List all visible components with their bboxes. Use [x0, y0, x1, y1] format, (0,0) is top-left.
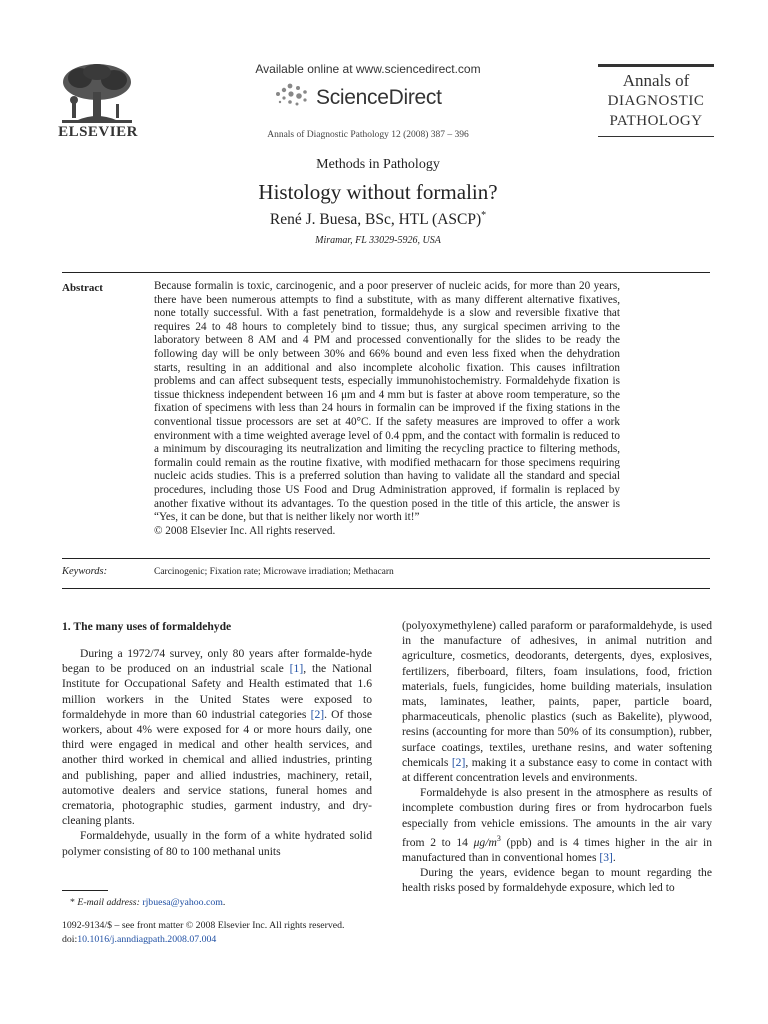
paragraph: During the years, evidence began to mount regarding the health risks posed by formaldehyde exposure, which led to [402, 866, 712, 895]
journal-name-line1: Annals of [622, 71, 690, 90]
paragraph [402, 785, 712, 865]
paragraph [62, 646, 372, 828]
section-heading: 1. The many uses of formaldehyde [62, 620, 232, 633]
footnote-divider [62, 890, 108, 891]
abstract-copyright: © 2008 Elsevier Inc. All rights reserved. [154, 524, 336, 537]
footnote-label: E-mail address: [77, 897, 140, 908]
abstract-label: Abstract [62, 282, 103, 294]
unit: μg/m [473, 835, 497, 849]
article-section: Methods in Pathology [316, 157, 440, 172]
journal-name-line2: DIAGNOSTIC [607, 93, 705, 109]
reference-link[interactable]: [3] [599, 850, 613, 864]
email-link[interactable]: rjbuesa@yahoo.com [142, 897, 223, 908]
reference-link[interactable]: [1] [289, 662, 304, 676]
abstract-body [154, 280, 620, 538]
text-run: , making it a substance easy to come in contact with at different concentration levels and environments. [402, 755, 712, 785]
text-run: . [222, 897, 226, 908]
article-author [150, 210, 606, 229]
reference-link[interactable]: [2] [310, 707, 325, 721]
footnote-mark: * [70, 897, 75, 908]
body-column-left [62, 646, 372, 859]
divider [62, 558, 710, 559]
sciencedirect-logo-text[interactable]: ScienceDirect [316, 86, 442, 109]
superscript: 3 [496, 833, 501, 843]
text-run: Formaldehyde is also present in the atmosphere as results of incomplete combustion during fires or from hydrocarbon fuels especially from vehicle emissions. The amounts in the air vary from 2 to 14 [402, 786, 712, 849]
divider [62, 272, 710, 273]
text-run: (ppb) and is 4 times higher in the air in manufactured than in conventional homes [402, 835, 713, 864]
journal-citation: Annals of Diagnostic Pathology 12 (2008) 387 – 396 [267, 130, 469, 140]
text-run: (polyoxymethylene) called paraform or paraformaldehyde, is used in the manufacture of adhesives, in animal nutrition and agriculture, cosmetics, deodorants, detergents, dyes, explosives, fertilizers, fiberboard, filters, foam insulations, food, friction materials, fuels, fungicides, home building materials, insulation mats, laminates, leather, paints, paper, particle board, pharmaceuticals, phenolic plastics (such as Bakelite), plywood, resins (accounting for more than 50% of its consumption), rubber, surface coatings, textiles, urethane resins, and water softening chemicals [402, 619, 712, 769]
author-name: René J. Buesa, BSc, HTL (ASCP) [269, 211, 482, 229]
available-online-text[interactable]: Available online at www.sciencedirect.com [255, 62, 481, 76]
elsevier-tree-logo [58, 62, 136, 126]
text-run: . Of those workers, about 4% were exposed for 4 or more hours daily, one third were engaged in medical and other health services, and another third worked in chemical and allied industries, printing and publishing, paper and allied industries, machinery, retail, automotive dealers and service stations, funeral homes and crematoria, photographic studies, garment industry, and dry-cleaning plants. [62, 707, 373, 828]
journal-name-line3: PATHOLOGY [609, 113, 703, 129]
doi-line [62, 934, 216, 945]
paragraph [402, 618, 712, 785]
abstract-text: Because formalin is toxic, carcinogenic, and a poor preserver of nucleic acids, for more than 20 years, there have been numerous attempts to find a substitute, with as many different alternative fixatives, none totally successful. With a fast penetration, formaldehyde is a slow and reversible fixative that requires 24 to 48 hours to completely bind to tissue; thus, any surgical specimen arriving to the laboratory between 8 AM and 4 PM and processed conventionally for the slides to be ready the following day will be only between 30% and 66% bound and even less fixed when the dehydration starts, resulting in an additional and also incomplete alcoholic fixation. This causes infiltration problems and can affect subsequent tests, especially immunohistochemistry. Formaldehyde fixation is tissue thickness independent between 16 μm and 4 mm but is faster at above room temperature, so the fixation of specimens with less than 24 hours in formalin can be improved if the fixing stations in the conventional tissue processors are set at 40°C. If the safety measures are improved to offer a work environment with a time weighted average level of 0.4 ppm, and the contact with formalin is reduced to a minimum by discouraging its neutralization and limiting the recycling practice to filtering methods, formalin could remain as the routine fixative, with modified methacarn for those specimens requiring nucleic acids studies. This is a preferred solution than having to validate all the standard and special procedures, including those US Food and Drug Administration approved, if formalin is replaced by another fixative without its advantages. To the question posed in the title of this article, the answer is “Yes, it can be done, but that is neither likely nor worth it!” [154, 280, 620, 524]
paragraph: Formaldehyde, usually in the form of a white hydrated solid polymer consisting of 80 to 100 methanal units [62, 829, 372, 858]
body-column-right [402, 618, 712, 896]
doi-link[interactable]: 10.1016/j.anndiagpath.2008.07.004 [77, 934, 217, 945]
footnote-email [70, 897, 225, 908]
text-run: . [612, 850, 616, 864]
author-footnote-mark[interactable]: * [481, 210, 487, 221]
divider [62, 588, 710, 589]
publisher-name: ELSEVIER [58, 124, 138, 140]
text-run: During a 1972/74 survey, only 80 years after formalde-hyde began to be produced on an industrial scale [62, 647, 372, 676]
doi-label: doi: [62, 934, 78, 945]
journal-logo-rule [598, 136, 714, 137]
article-title: Histology without formalin? [258, 180, 498, 204]
keywords-list: Carcinogenic; Fixation rate; Microwave irradiation; Methacarn [154, 567, 394, 577]
journal-logo-box [598, 64, 714, 131]
author-affiliation: Miramar, FL 33029-5926, USA [315, 235, 441, 246]
keywords-label: Keywords: [62, 566, 108, 577]
issn-line: 1092-9134/$ – see front matter © 2008 Elsevier Inc. All rights reserved. [62, 920, 345, 931]
reference-link[interactable]: [2] [451, 755, 466, 769]
text-run: , the National Institute for Occupational Safety and Health estimated that 1.6 million workers in the United States were exposed to formaldehyde in more than 60 industrial categories [62, 662, 373, 721]
sciencedirect-dots-icon [272, 80, 312, 110]
